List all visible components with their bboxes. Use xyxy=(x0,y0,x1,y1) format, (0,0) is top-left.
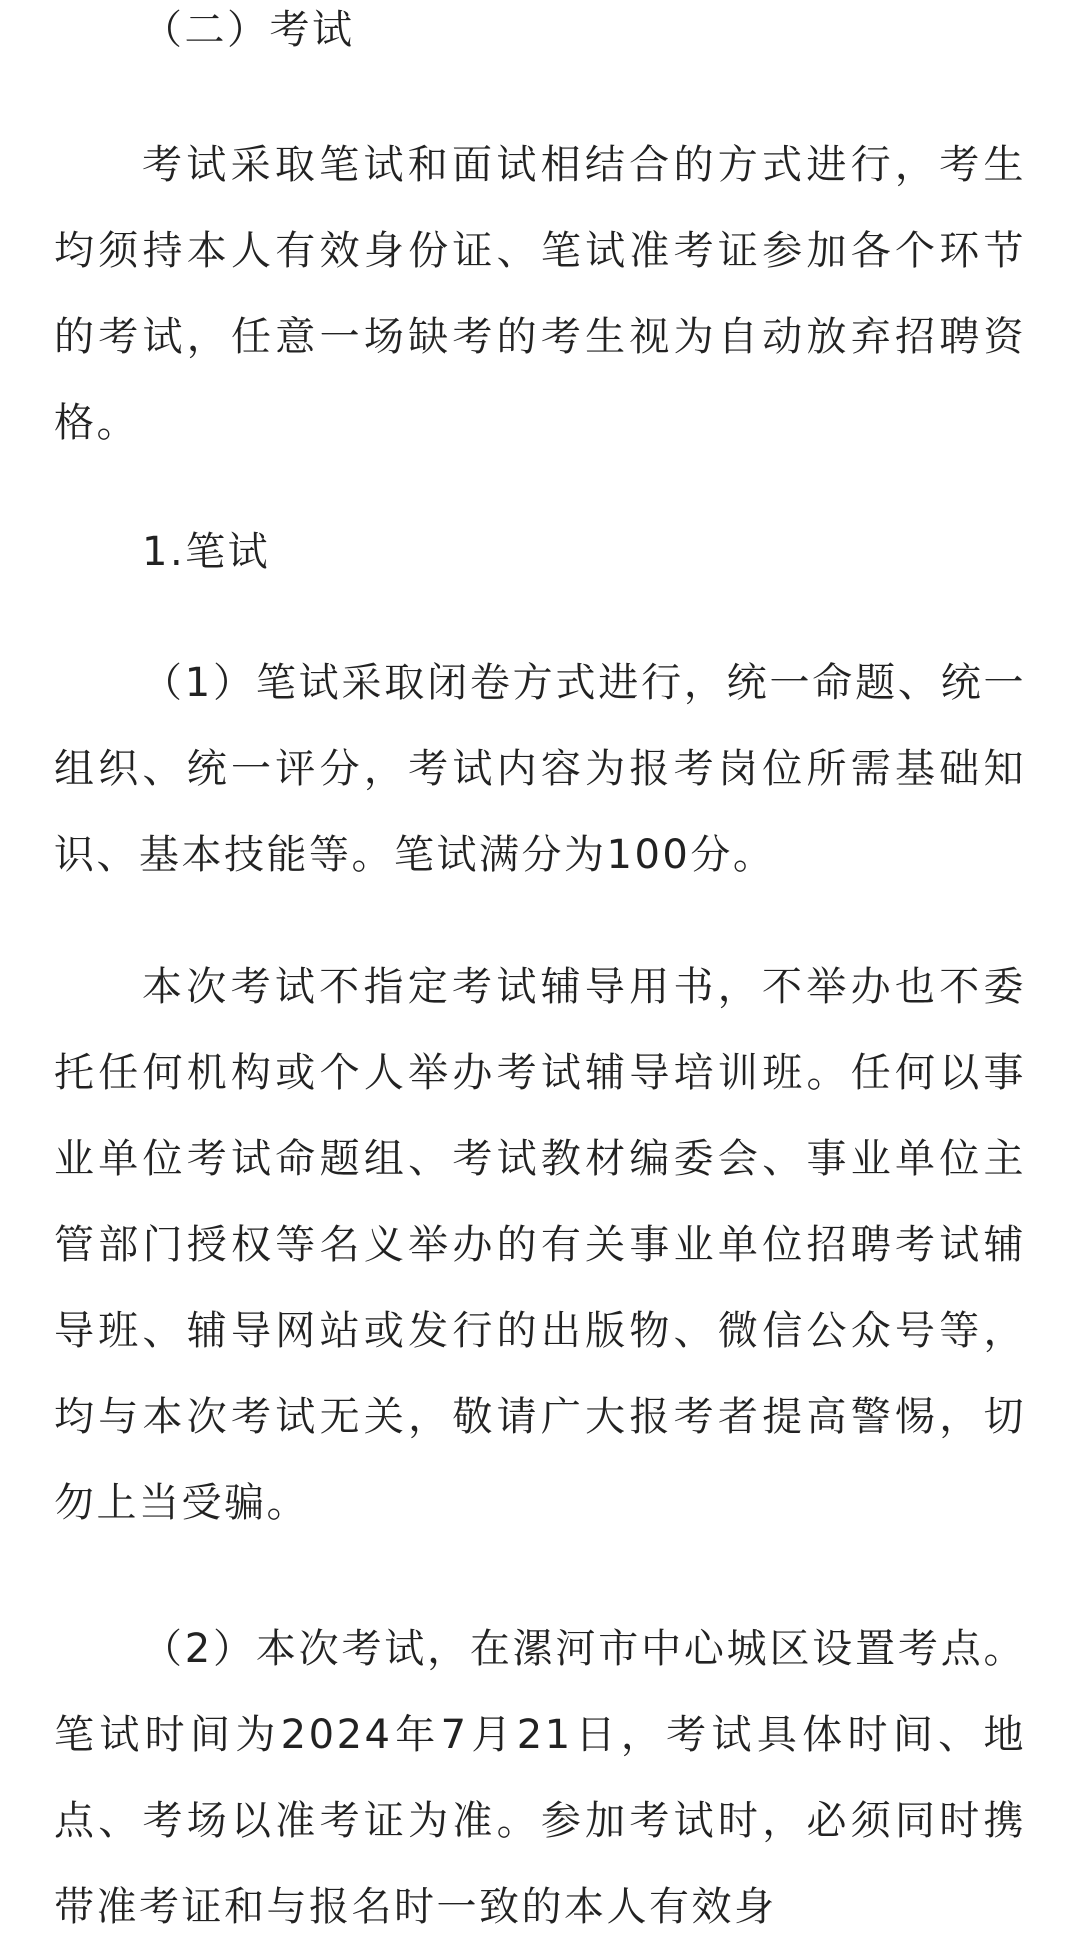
intro-paragraph: 考试采取笔试和面试相结合的方式进行，考生均须持本人有效身份证、笔试准考证参加各个环节的考试，任意一场缺考的考生视为自动放弃招聘资格。 xyxy=(54,142,1026,446)
paragraph-written-exam-format: （1）笔试采取闭卷方式进行，统一命题、统一组织、统一评分，考试内容为报考岗位所需基础知识、基本技能等。笔试满分为100分。 xyxy=(54,660,1026,878)
paragraph-exam-time-location: （2）本次考试，在漯河市中心城区设置考点。笔试时间为2024年7月21日，考试具体时间、地点、考场以准考证为准。参加考试时，必须同时携带准考证和与报名时一致的本人有效身 xyxy=(54,1626,1026,1930)
section-heading: （二）考试 xyxy=(142,7,355,53)
sub-heading: 1.笔试 xyxy=(142,529,271,575)
paragraph-no-tutoring-notice: 本次考试不指定考试辅导用书，不举办也不委托任何机构或个人举办考试辅导培训班。任何以事业单位考试命题组、考试教材编委会、事业单位主管部门授权等名义举办的有关事业单位招聘考试辅导班、辅导网站或发行的出版物、微信公众号等，均与本次考试无关，敬请广大报考者提高警惕，切勿上当受骗。 xyxy=(54,964,1026,1526)
